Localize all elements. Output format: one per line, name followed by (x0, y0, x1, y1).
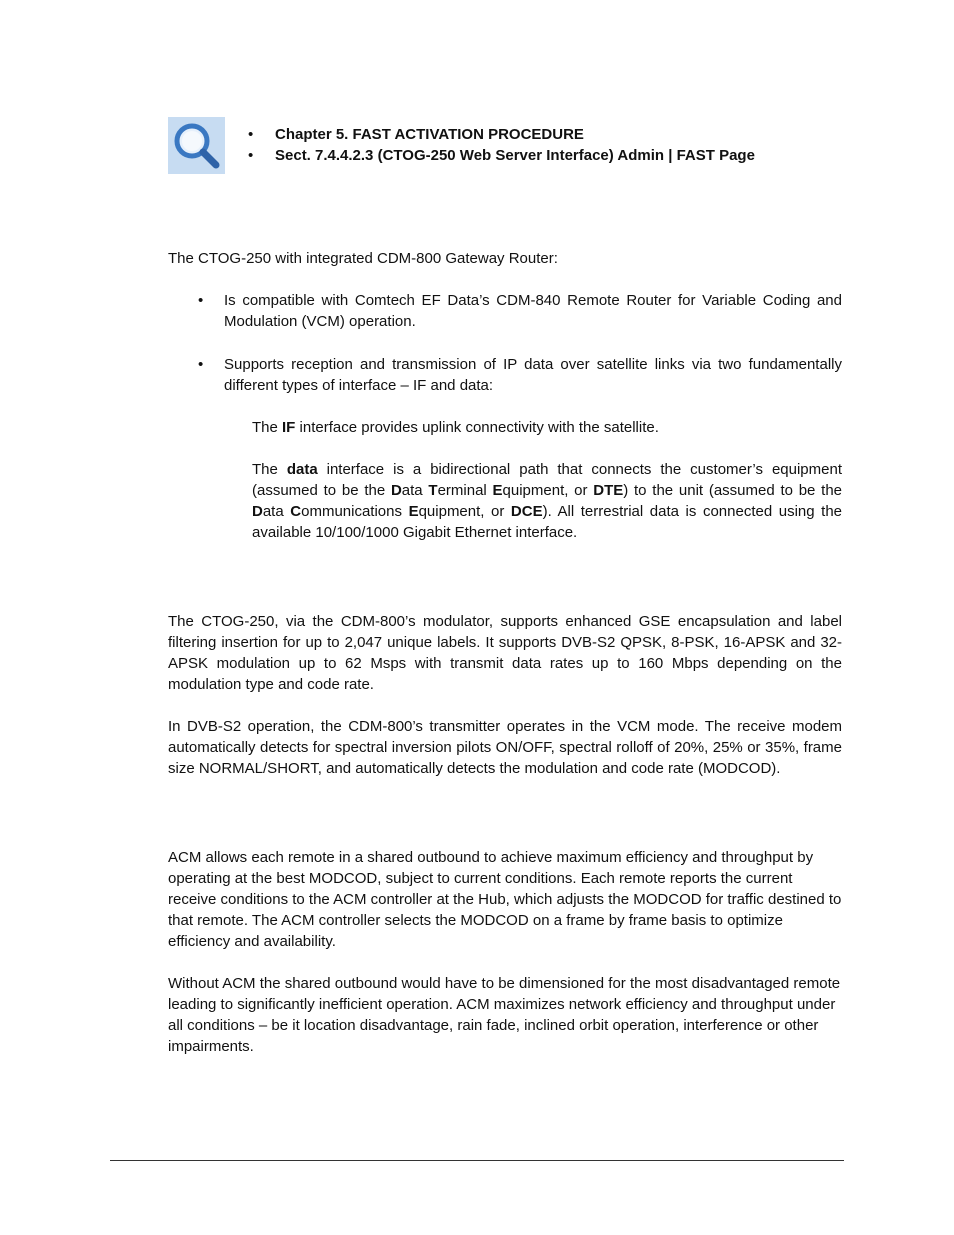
data-interface-paragraph: The data interface is a bidirectional path that connects the customer’s equipment (assumed to be the Data Terminal Equipment, or DTE) to the unit (assumed to be the Data Communications Equipment, or DCE). All terrestrial data is connected using the available 10/100/1000 Gigabit Ethernet interface. (252, 461, 843, 541)
reference-item: • Chapter 5. FAST ACTIVATION PROCEDURE (248, 124, 868, 145)
reference-list (248, 124, 868, 166)
feature-bullet (198, 290, 842, 332)
if-interface-paragraph: The IF interface provides uplink connectivity with the satellite. (252, 419, 659, 436)
acm-paragraph: ACM allows each remote in a shared outbound to achieve maximum efficiency and throughput by operating at the best MODCOD, subject to current conditions. Each remote reports the current receive conditions to the ACM controller at the Hub, which adjusts the MODCOD for traffic destined to that remote. The ACM controller selects the MODCOD on a frame by frame basis to optimize efficiency and availability. (168, 849, 842, 950)
dvbs2-paragraph: In DVB-S2 operation, the CDM-800’s transmitter operates in the VCM mode. The receive modem automatically detects for spectral inversion pilots ON/OFF, spectral rolloff of 20%, 25% or 35%, frame size NORMAL/SHORT, and automatically detects the modulation and code rate (MODCOD). (168, 718, 842, 777)
reference-magnifier-icon (168, 117, 225, 174)
intro-paragraph: The CTOG-250 with integrated CDM-800 Gateway Router: (168, 250, 558, 267)
magnifier-icon (168, 117, 225, 174)
modulator-paragraph: The CTOG-250, via the CDM-800’s modulator, supports enhanced GSE encapsulation and label filtering insertion for up to 2,047 unique labels. It supports DVB-S2 QPSK, 8-PSK, 16-APSK and 32-APSK modulation up to 62 Msps with transmit data rates up to 160 Mbps depending on the modulation type and code rate. (168, 613, 842, 693)
feature-bullet-text: Supports reception and transmission of IP data over satellite links via two fundamentally different types of interface – IF and data: (224, 356, 842, 394)
feature-bullet-text: Is compatible with Comtech EF Data’s CDM-840 Remote Router for Variable Coding and Modulation (VCM) operation. (224, 292, 842, 330)
acm-paragraph: Without ACM the shared outbound would have to be dimensioned for the most disadvantaged remote leading to significantly inefficient operation. ACM maximizes network efficiency and throughput under all conditions – be it location disadvantage, rain fade, inclined orbit operation, interference or other impairments. (168, 975, 841, 1055)
bullet-glyph: • (198, 292, 204, 309)
feature-bullet (198, 354, 842, 396)
reference-item: • Sect. 7.4.4.2.3 (CTOG-250 Web Server Interface) Admin | FAST Page (248, 145, 868, 166)
bullet-glyph: • (198, 356, 204, 373)
footer-divider (110, 1160, 844, 1161)
